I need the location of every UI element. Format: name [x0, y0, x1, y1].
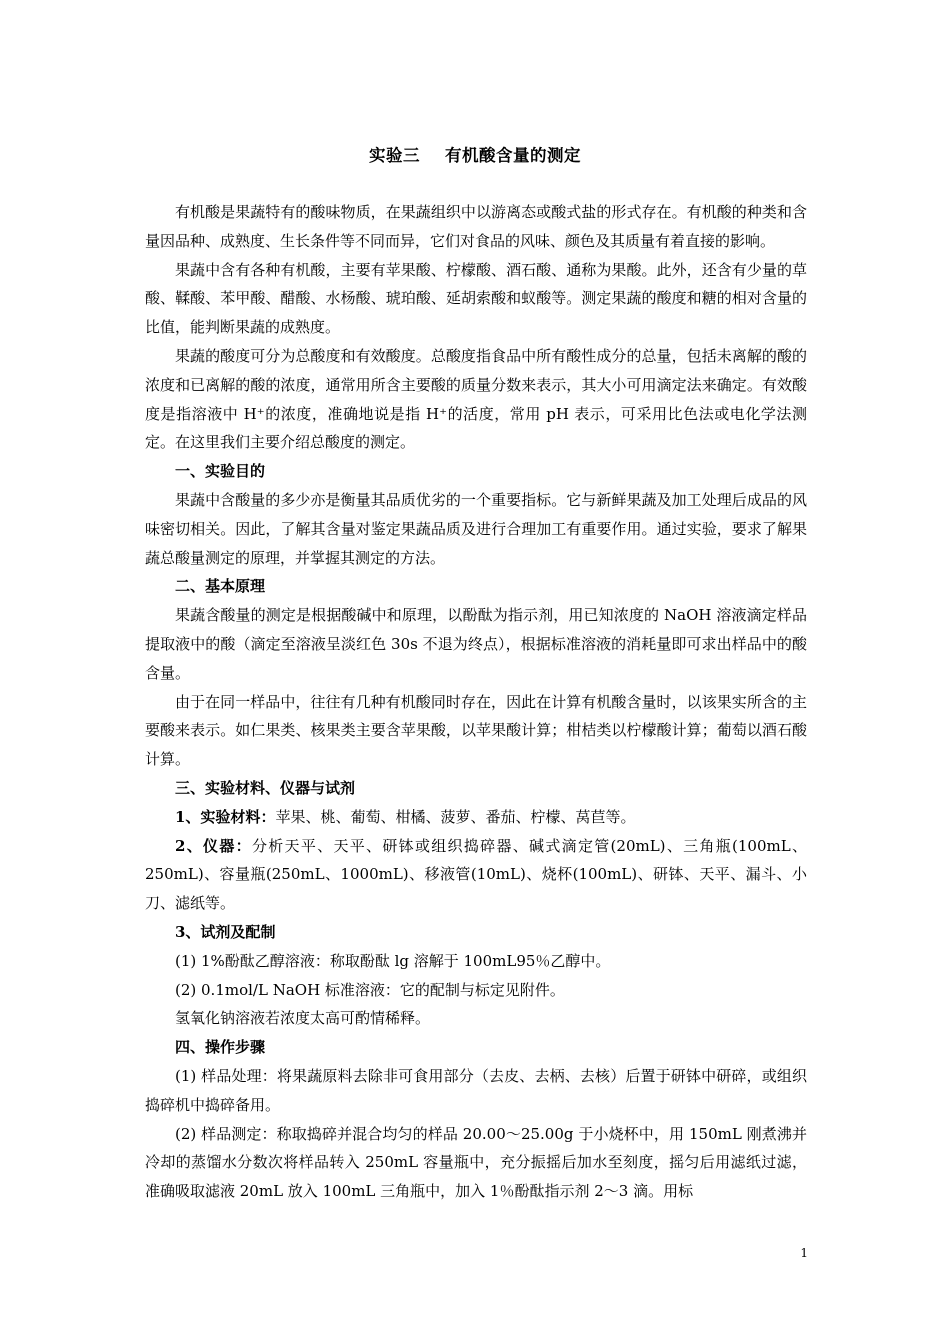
procedure-step-1: (1) 样品处理：将果蔬原料去除非可食用部分（去皮、去柄、去核）后置于研钵中研碎，或组织捣碎机中捣碎备用。 [145, 1066, 807, 1114]
reagent-note: 氢氧化钠溶液若浓度太高可酌情稀释。 [175, 1009, 431, 1028]
materials-paragraph [145, 803, 807, 832]
section-heading-materials: 三、实验材料、仪器与试剂 [175, 778, 356, 797]
section-heading-purpose: 一、实验目的 [175, 462, 266, 481]
purpose-paragraph: 果蔬中含酸量的多少亦是衡量其品质优劣的一个重要指标。它与新鲜果蔬及加工处理后成品的风味密切相关。因此，了解其含量对鉴定果蔬品质及进行合理加工有重要作用。通过实验，要求了解果蔬总酸量测定的原理，并掌握其测定的方法。 [145, 490, 807, 567]
section-heading-procedure: 四、操作步骤 [175, 1038, 266, 1057]
document-body [145, 198, 807, 1206]
procedure-step-2: (2) 样品测定：称取捣碎并混合均匀的样品 20.00～25.00g 于小烧杯中，用 150mL 刚煮沸并冷却的蒸馏水分数次将样品转入 250mL 容量瓶中，充分振摇后加水至刻度，摇匀后用滤纸过滤，准确吸取滤液 20mL 放入 100mL 三角瓶中，加入 1％酚酞指示剂 2～3 滴。用标 [145, 1124, 807, 1201]
document-title: 实验三 有机酸含量的测定 [369, 146, 581, 165]
principle-paragraph-1: 果蔬含酸量的测定是根据酸碱中和原理，以酚酞为指示剂，用已知浓度的 NaOH 溶液滴定样品提取液中的酸（滴定至溶液呈淡红色 30s 不退为终点），根据标准溶液的消耗量即可求出样品中的酸含量。 [145, 606, 807, 682]
instruments-label: 2、仪器： [175, 836, 252, 855]
page-number: 1 [800, 1246, 808, 1260]
reagent-item-1: (1) 1%酚酞乙醇溶液：称取酚酞 lg 溶解于 100mL95％乙醇中。 [175, 951, 611, 970]
intro-paragraph-3: 果蔬的酸度可分为总酸度和有效酸度。总酸度指食品中所有酸性成分的总量，包括未离解的酸的浓度和已离解的酸的浓度，通常用所含主要酸的质量分数来表示，其大小可用滴定法来确定。有效酸度是指溶液中 H⁺的浓度，准确地说是指 H⁺的活度，常用 pH 表示，可采用比色法或电化学法测定。在这里我们主要介绍总酸度的测定。 [145, 346, 807, 452]
reagents-heading: 3、试剂及配制 [175, 922, 276, 941]
materials-text: 苹果、桃、葡萄、柑橘、菠萝、番茄、柠檬、莴苣等。 [275, 807, 636, 826]
instruments-paragraph [145, 832, 807, 918]
intro-paragraph-2: 果蔬中含有各种有机酸，主要有苹果酸、柠檬酸、酒石酸、通称为果酸。此外，还含有少量的草酸、鞣酸、苯甲酸、醋酸、水杨酸、琥珀酸、延胡索酸和蚁酸等。测定果蔬的酸度和糖的相对含量的比值，能判断果蔬的成熟度。 [145, 260, 807, 337]
instruments-text: 分析天平、天平、研钵或组织捣碎器、碱式滴定管(20mL)、三角瓶(100mL、250mL)、容量瓶(250mL、1000mL)、移液管(10mL)、烧杯(100mL)、研钵、天平、漏斗、小刀、滤纸等。 [145, 836, 808, 913]
materials-label: 1、实验材料： [175, 807, 276, 826]
section-heading-principle: 二、基本原理 [175, 577, 266, 596]
reagent-item-2: (2) 0.1mol/L NaOH 标准溶液：它的配制与标定见附件。 [175, 980, 565, 999]
principle-paragraph-2: 由于在同一样品中，往往有几种有机酸同时存在，因此在计算有机酸含量时，以该果实所含的主要酸来表示。如仁果类、核果类主要含苹果酸，以苹果酸计算；柑桔类以柠檬酸计算；葡萄以酒石酸计算。 [145, 692, 807, 769]
intro-paragraph-1: 有机酸是果蔬特有的酸味物质，在果蔬组织中以游离态或酸式盐的形式存在。有机酸的种类和含量因品种、成熟度、生长条件等不同而异，它们对食品的风味、颜色及其质量有着直接的影响。 [145, 203, 807, 250]
